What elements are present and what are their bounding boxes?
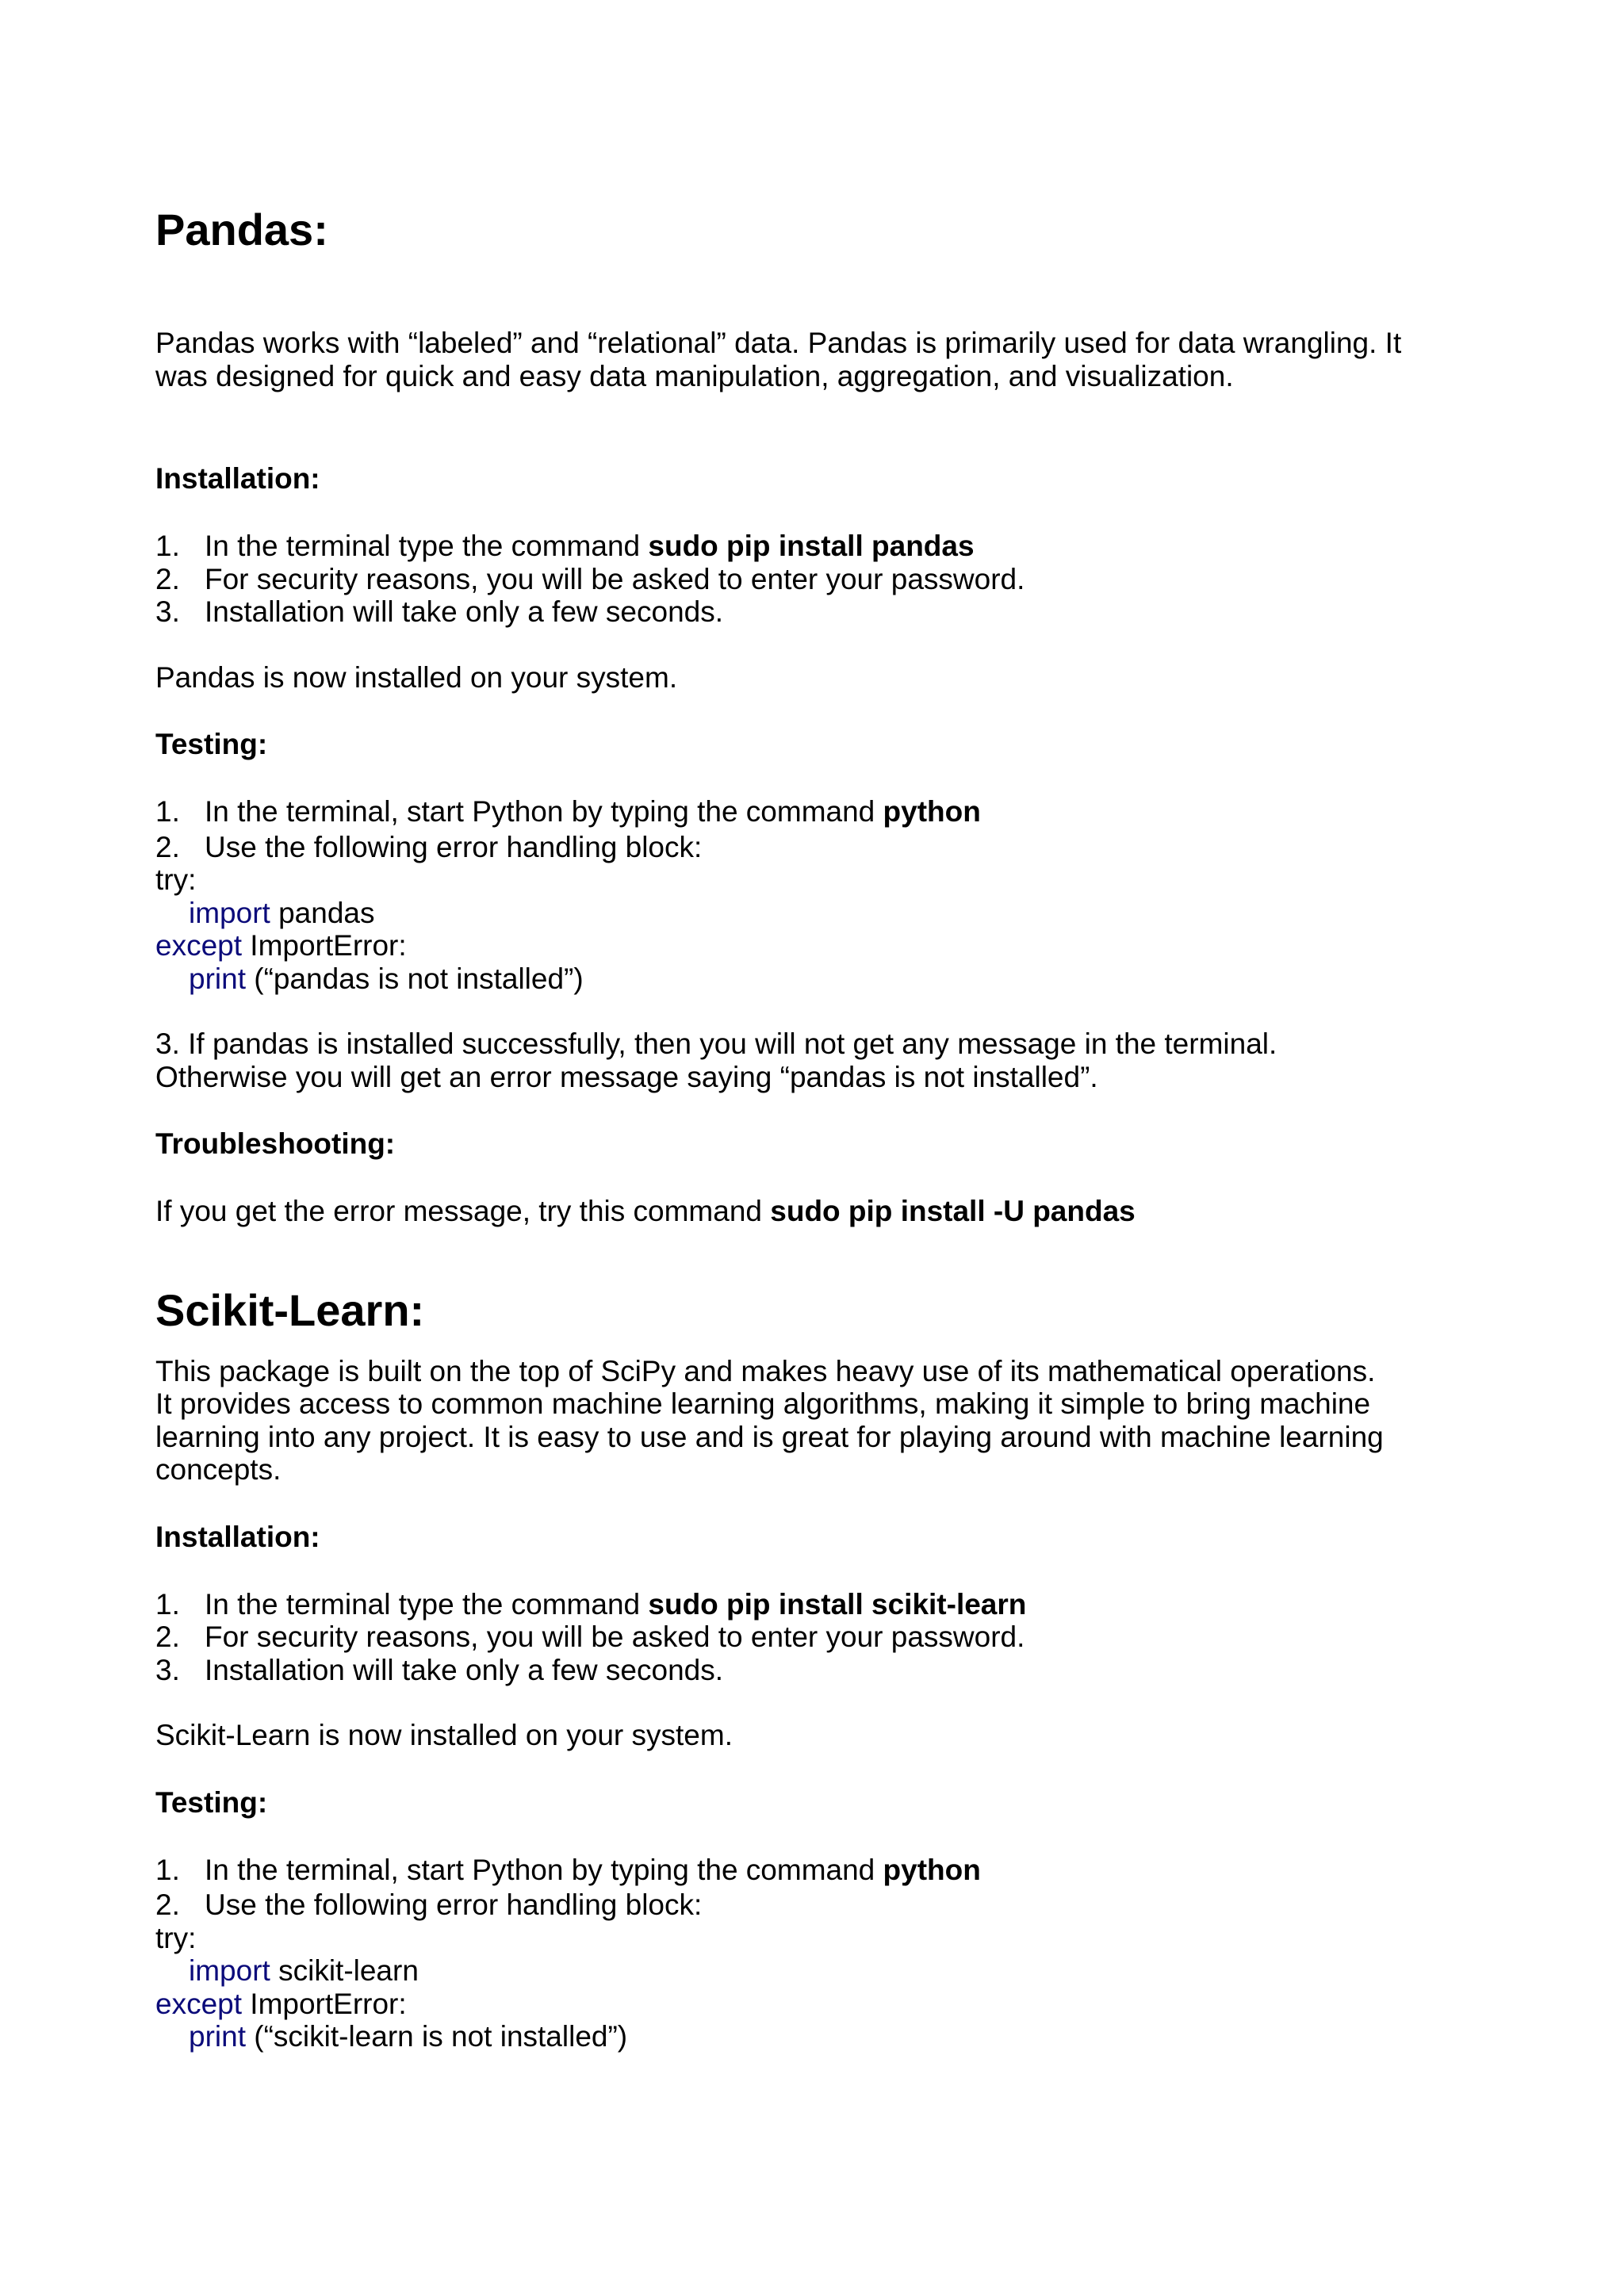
section-title-pandas: Pandas: — [155, 205, 328, 254]
list-item: 1. In the terminal, start Python by typing the command python — [155, 795, 981, 828]
code-line: except ImportError: — [155, 929, 407, 962]
sklearn-intro-line-4: concepts. — [155, 1453, 282, 1486]
sklearn-intro-line-3: learning into any project. It is easy to use and is great for playing around with machine learning — [155, 1420, 1384, 1453]
code-keyword: import — [189, 896, 270, 929]
list-item: 3. Installation will take only a few seconds. — [155, 595, 724, 628]
pandas-troubleshooting-text: If you get the error message, try this command sudo pip install -U pandas — [155, 1195, 1136, 1227]
code-line: try: — [155, 863, 197, 896]
code-keyword: except — [155, 929, 243, 962]
command-text: sudo pip install scikit-learn — [648, 1587, 1027, 1621]
command-text: sudo pip install -U pandas — [770, 1195, 1136, 1227]
pandas-testing-heading: Testing: — [155, 728, 268, 760]
code-line: print (“pandas is not installed”) — [189, 962, 584, 995]
list-item: 1. In the terminal, start Python by typing the command python — [155, 1853, 981, 1886]
list-item: 2. For security reasons, you will be asked to enter your password. — [155, 562, 1025, 595]
sklearn-testing-heading: Testing: — [155, 1785, 268, 1819]
sklearn-code-block — [155, 1922, 1488, 2053]
pandas-intro-line-1: Pandas works with “labeled” and “relational” data. Pandas is primarily used for data wrangling. It — [155, 327, 1402, 359]
list-item: 2. Use the following error handling block: — [155, 830, 703, 863]
code-line: except ImportError: — [155, 1987, 407, 2020]
list-item: 1. In the terminal type the command sudo pip install scikit-learn — [155, 1587, 1027, 1621]
code-keyword: print — [189, 2020, 246, 2053]
pandas-installed-note: Pandas is now installed on your system. — [155, 660, 678, 694]
pandas-intro-line-2: was designed for quick and easy data manipulation, aggregation, and visualization. — [155, 359, 1234, 392]
code-keyword: except — [155, 1987, 243, 2020]
code-keyword: print — [189, 962, 246, 995]
document-page — [155, 205, 1488, 2053]
list-item: 3. Installation will take only a few seconds. — [155, 1653, 724, 1686]
sklearn-installed-note: Scikit-Learn is now installed on your system. — [155, 1719, 733, 1751]
sklearn-intro-line-1: This package is built on the top of SciPy and makes heavy use of its mathematical operations. — [155, 1354, 1376, 1387]
pandas-troubleshooting-heading: Troubleshooting: — [155, 1127, 396, 1160]
command-text: python — [883, 795, 981, 828]
pandas-installation-steps — [155, 530, 1488, 629]
code-line: import scikit-learn — [189, 1954, 419, 1987]
code-keyword: import — [189, 1954, 270, 1987]
sklearn-intro-line-2: It provides access to common machine learning algorithms, making it simple to bring machine — [155, 1387, 1371, 1420]
code-line: import pandas — [189, 896, 375, 929]
list-item: 2. For security reasons, you will be asked to enter your password. — [155, 1621, 1025, 1653]
pandas-testing-note-line-2: Otherwise you will get an error message saying “pandas is not installed”. — [155, 1060, 1098, 1093]
sklearn-installation-heading: Installation: — [155, 1520, 320, 1553]
code-line: print (“scikit-learn is not installed”) — [189, 2020, 628, 2053]
command-text: sudo pip install pandas — [648, 530, 975, 562]
pandas-installation-heading: Installation: — [155, 462, 320, 495]
command-text: python — [883, 1853, 981, 1886]
pandas-testing-note-line-1: 3. If pandas is installed successfully, then you will not get any message in the terminal. — [155, 1027, 1277, 1060]
section-title-scikit-learn: Scikit-Learn: — [155, 1284, 425, 1335]
sklearn-installation-steps — [155, 1588, 1488, 1687]
pandas-code-block — [155, 863, 1488, 995]
code-line: try: — [155, 1921, 197, 1954]
list-item: 2. Use the following error handling block: — [155, 1888, 703, 1921]
list-item: 1. In the terminal type the command sudo pip install pandas — [155, 530, 975, 562]
